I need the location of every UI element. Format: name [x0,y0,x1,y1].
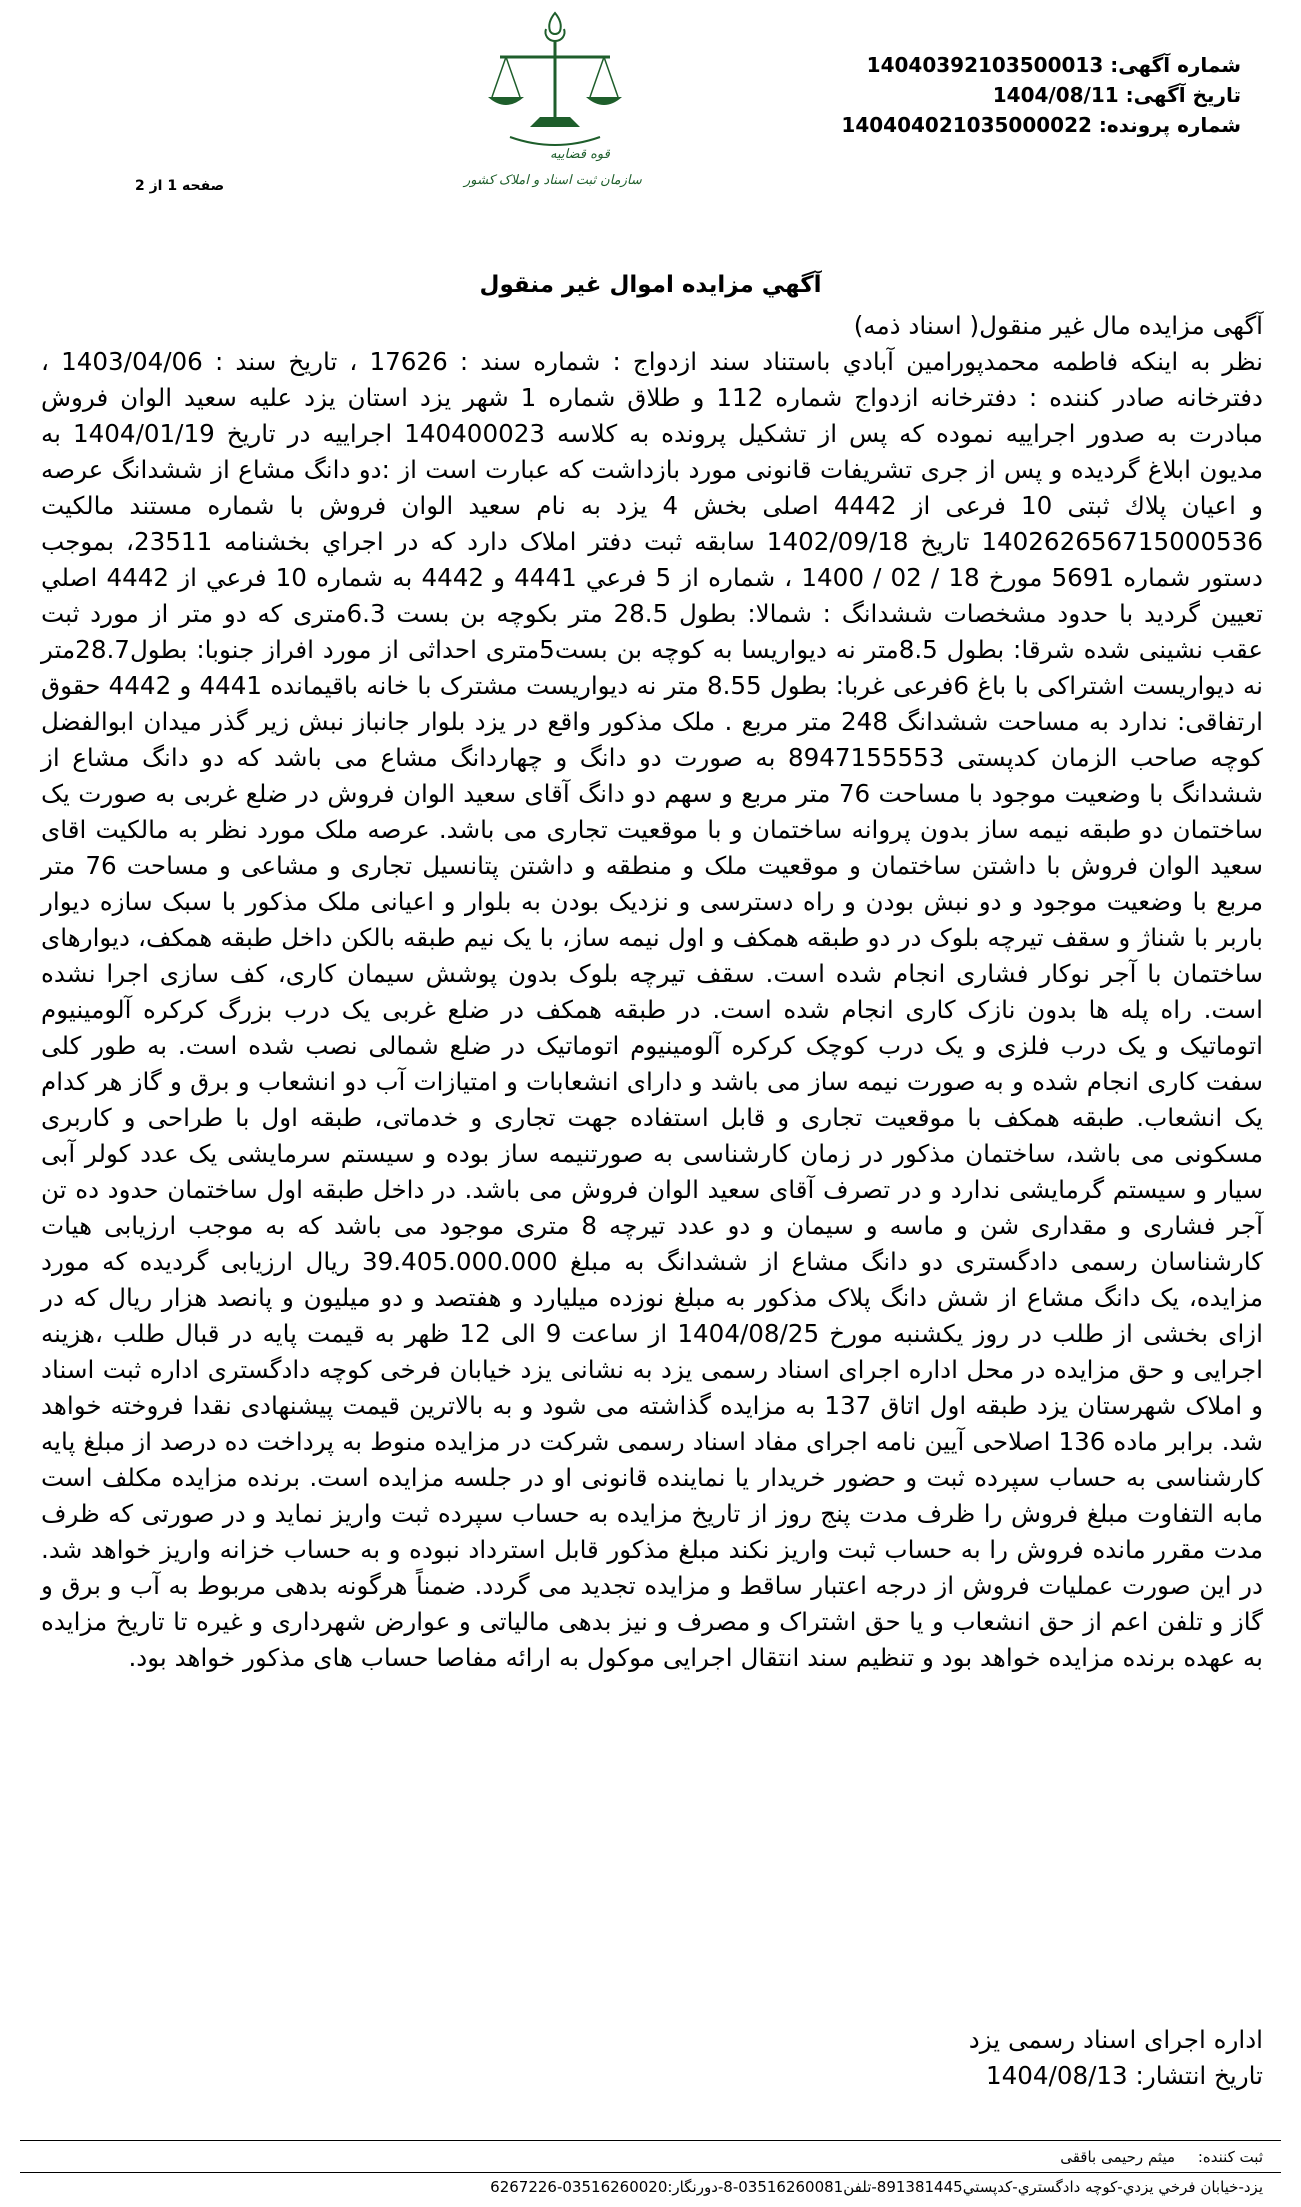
case-number-label: شماره پرونده: [1098,113,1241,137]
body-subtitle: آگهی مزایده مال غیر منقول( اسناد ذمه) [853,311,1263,340]
registrant-row [1060,2148,1263,2166]
case-number: 140404021035000022 [841,113,1092,137]
publish-date-label: تاریخ انتشار: [1135,2061,1263,2090]
emblem-caption-2: سازمان ثبت اسناد و املاک کشور [464,173,642,188]
case-number-row [721,110,1241,140]
footer-divider-top [20,2140,1281,2141]
ad-number-row [721,50,1241,80]
body-paragraph: نظر به اینکه فاطمه محمدپورامین آبادي باستناد سند ازدواج : شماره سند : 17626 ، تاریخ سند : 1403/04/06 ، دفترخانه صادر کننده : دفترخانه ازدواج شماره 112 و طلاق شماره 1 شهر یزد استان یزد علیه سعید الوان فروش مبادرت به صدور اجراییه نموده که پس از تشکیل پرونده به کلاسه 140400023 اجراییه در تاریخ 1404/01/19 به مدیون ابلاغ گردیده و پس از جری تشریفات قانونی مورد بازداشت که عبارت است از :دو دانگ مشاع از ششدانگ عرصه و اعیان پلاك ثبتی 10 فرعی از 4442 اصلی بخش 4 یزد به نام سعید الوان فروش با شماره مستند مالکیت 140262656715000536 تاريخ 1402/09/18 سابقه ثبت دفتر املاک دارد که در اجراي بخشنامه 23511، بموجب دستور شماره 5691 مورخ 18 / 02 / 1400 ، شماره از 5 فرعي 4441 و 4442 به شماره 10 فرعي از 4442 اصلي تعيين گرديد با حدود مشخصات ششدانگ : شمالا: بطول 28.5 متر بکوچه بن بست 6.3متری که دو متر از مورد ثبت عقب نشینی شده شرقا: بطول 8.5متر نه دیواریسا به کوچه بن بست5متری احداثی از مورد افراز جنوبا: بطول28.7متر نه دیواریست اشتراکی با باغ 6فرعی غربا: بطول 8.55 متر نه دیواریست مشترک با خانه باقیمانده 4441 و 4442 حقوق ارتفاقی: ندارد به مساحت ششدانگ 248 متر مربع . ملک مذکور واقع در یزد بلوار جانباز نبش زیر گذر میدان ابوالفضل کوچه صاحب الزمان کدپستی 8947155553 به صورت دو دانگ و چهاردانگ مشاع می باشد که دو دانگ مشاع از ششدانگ با وضعیت موجود با مساحت 76 متر مربع و سهم دو دانگ آقای سعید الوان فروش در ضلع غربی به صورت یک ساختمان دو طبقه نیمه ساز بدون پروانه ساختمان و با موقعیت تجاری می باشد. عرصه ملک مورد نظر به مالکیت اقای سعید الوان فروش با داشتن ساختمان و موقعیت ملک و منطقه و داشتن پتانسیل تجاری و مشاعی و مساحت 76 متر مربع با وضعیت موجود و دو نبش بودن و راه دسترسی و نزدیک بودن به بلوار و اعیانی ملک مذکور با سبک سازه دیوار باربر با شناژ و سقف تیرچه بلوک در دو طبقه همکف و اول نیمه ساز، با یک نیم طبقه بالکن داخل طبقه همکف، دیوارهای ساختمان با آجر نوکار فشاری انجام شده است. سقف تیرچه بلوک بدون پوشش سیمان کاری، کف سازی اجرا نشده است. راه پله ها بدون نازک کاری انجام شده است. در طبقه همکف در ضلع غربی یک درب بزرگ کرکره آلومینیوم اتوماتیک و یک درب فلزی و یک درب کوچک کرکره آلومینیوم اتوماتیک در ضلع شمالی نصب شده است. به طور کلی سفت کاری انجام شده و به صورت نیمه ساز می باشد و دارای انشعابات و امتیازات آب دو انشعاب و برق و گاز هر کدام یک انشعاب. طبقه همکف با موقعیت تجاری و قابل استفاده جهت تجاری و خدماتی، طبقه اول با طراحی و کاربری مسکونی می باشد، ساختمان مذکور در زمان کارشناسی به صورتنیمه ساز بوده و سیستم سرمایشی یک عدد کولر آبی سیار و سیستم گرمایشی ندارد و در تصرف آقای سعید الوان فروش می باشد. در داخل طبقه اول ساختمان حدود ده تن آجر فشاری و مقداری شن و ماسه و سیمان و دو عدد تیرچه 8 متری موجود می باشد که به موجب ارزیابی هیات کارشناسان رسمی دادگستری دو دانگ مشاع از ششدانگ به مبلغ 39.405.000.000 ریال ارزیابی گردیده که مورد مزایده، یک دانگ مشاع از شش دانگ پلاک مذکور به مبلغ نوزده میلیارد و هفتصد و دو میلیون و پانصد هزار ریال که در ازای بخشی از طلب در روز یکشنبه مورخ 1404/08/25 از ساعت 9 الی 12 ظهر به قیمت پایه در قبال طلب ،هزینه اجرایی و حق مزایده در محل اداره اجرای اسناد رسمی یزد به نشانی یزد خیابان فرخی کوچه دادگستری اداره ثبت اسناد و املاک شهرستان یزد طبقه اول اتاق 137 به مزایده گذاشته می شود و به بالاترین قیمت پیشنهادی نقدا فروخته خواهد شد. برابر ماده 136 اصلاحی آیین نامه اجرای مفاد اسناد رسمی شرکت در مزایده منوط به پرداخت ده درصد از مبلغ پایه کارشناسی به حساب سپرده ثبت و حضور خریدار یا نماینده قانونی او در جلسه مزایده است. برنده مزایده مکلف است مابه التفاوت مبلغ فروش را ظرف مدت پنج روز از تاریخ مزایده به حساب سپرده ثبت واریز نماید و در صورتی که ظرف مدت مقرر مانده فروش را به حساب ثبت واریز نکند مبلغ مذکور قابل استرداد نبوده و به حساب خزانه واریز خواهد شد. در این صورت عملیات فروش از درجه اعتبار ساقط و مزایده تجدید می گردد. ضمناً هرگونه بدهی مربوط به آب و برق و گاز و تلفن اعم از حق انشعاب و یا حق اشتراک و مصرف و نیز بدهی مالیاتی و عوارض شهرداری و غیره تا تاریخ مزایده به عهده برنده مزایده خواهد بود و تنظیم سند انتقال اجرایی موکول به ارائه مفاصا حساب های مذکور خواهد بود. [41,347,1264,1672]
judiciary-emblem [464,5,642,215]
issuer-block [563,2022,1263,2094]
page-title: آگهي مزايده اموال غير منقول [479,272,822,298]
ad-number: 14040392103500013 [866,53,1104,77]
ad-date-label: تاریخ آگهی: [1125,83,1241,107]
document-body [41,308,1263,1676]
issuer-name: اداره اجرای اسناد رسمی یزد [968,2025,1263,2054]
ad-date-row [721,80,1241,110]
publish-date: 1404/08/13 [985,2061,1128,2090]
footer-divider-bottom [20,2172,1281,2173]
page-indicator: صفحه 1 از 2 [135,178,225,194]
publish-date-row [563,2058,1263,2094]
emblem-caption-1: قوه قضاییه [550,147,610,162]
ad-number-label: شماره آگهی: [1110,53,1241,77]
ad-date: 1404/08/11 [992,83,1119,107]
contact-line: یزد-خیابان فرخي يزدي-كوچه دادگستري-كدپستي891381445-تلفن03516260081-8-دورنگار:03516260020-6267226 [490,2178,1263,2196]
ad-meta-block [721,50,1241,140]
registrant-label: ثبت کننده: [1197,2148,1263,2166]
registrant-name: میثم رحیمی باققی [1060,2148,1176,2166]
